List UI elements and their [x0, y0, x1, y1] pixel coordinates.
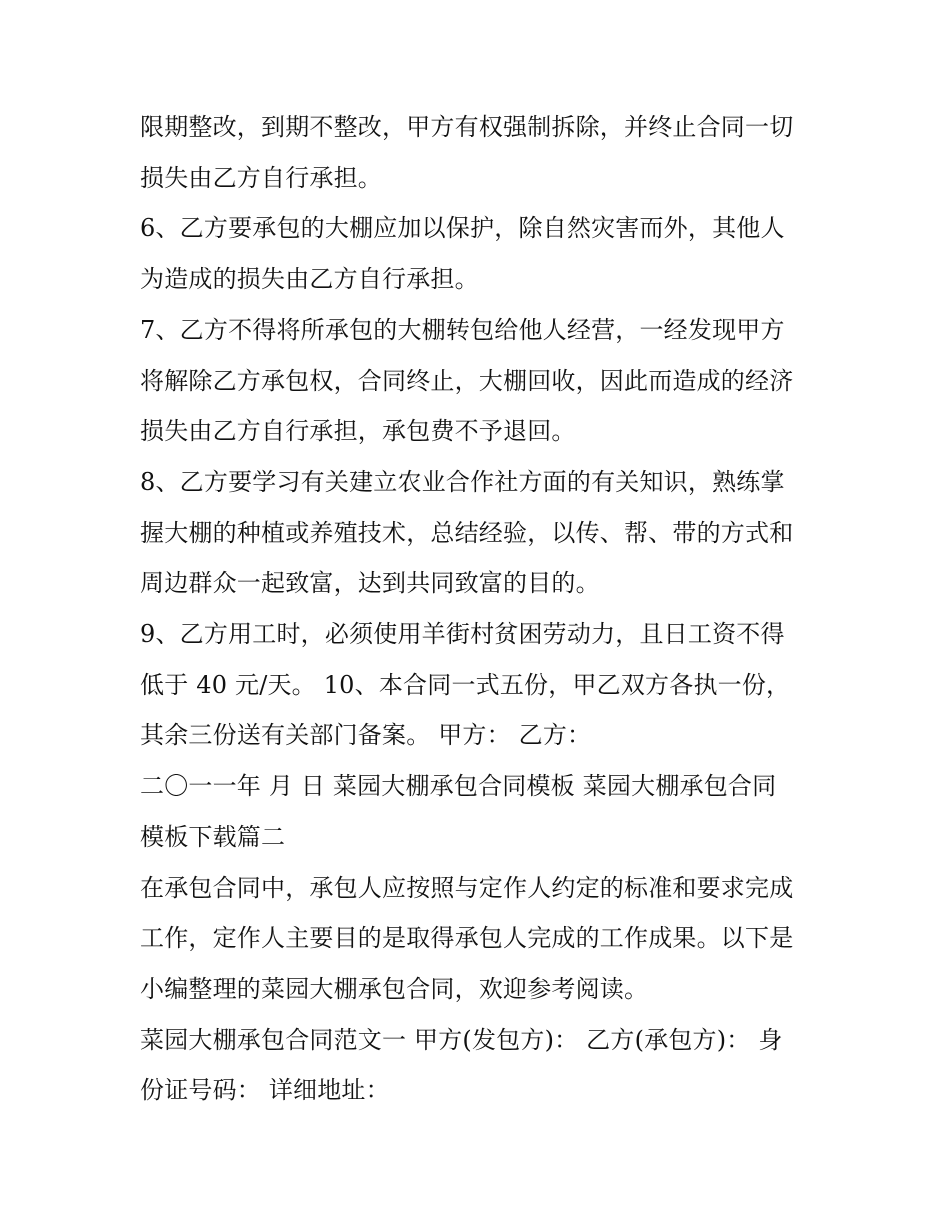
text-line: 7、乙方不得将所承包的大棚转包给他人经营，一经发现甲方 [140, 315, 785, 344]
text-line: 8、乙方要学习有关建立农业合作社方面的有关知识，熟练掌 [140, 467, 785, 496]
text-line: 周边群众一起致富，达到共同致富的目的。 [140, 569, 600, 598]
text-line: 损失由乙方自行承担。 [140, 163, 382, 192]
text-line: 限期整改，到期不整改，甲方有权强制拆除，并终止合同一切 [140, 113, 794, 141]
text-line: 工作，定作人主要目的是取得承包人完成的工作成果。以下是 [140, 924, 794, 953]
text-line: 握大棚的种植或养殖技术，总结经验，以传、帮、带的方式和 [140, 518, 794, 547]
text-line: 菜园大棚承包合同范文一 甲方(发包方)： 乙方(承包方)： 身 [140, 1025, 783, 1054]
text-line: 将解除乙方承包权，合同终止，大棚回收，因此而造成的经济 [140, 366, 794, 395]
text-line: 份证号码： 详细地址： [140, 1076, 390, 1105]
document-body [140, 102, 820, 1116]
text-line: 为造成的损失由乙方自行承担。 [140, 265, 479, 294]
text-line: 9、乙方用工时，必须使用羊街村贫困劳动力，且日工资不得 [140, 620, 785, 649]
text-line: 低于 40 元/天。 10、本合同一式五份，甲乙双方各执一份， [140, 670, 791, 699]
text-line: 其余三份送有关部门备案。 甲方： 乙方： [140, 721, 592, 750]
text-line: 小编整理的菜园大棚承包合同，欢迎参考阅读。 [140, 974, 649, 1003]
text-line: 二〇一一年 月 日 菜园大棚承包合同模板 菜园大棚承包合同 [140, 772, 777, 801]
text-line: 损失由乙方自行承担，承包费不予退回。 [140, 417, 576, 446]
text-line: 模板下载篇二 [140, 822, 286, 851]
text-line: 在承包合同中，承包人应按照与定作人约定的标准和要求完成 [140, 873, 794, 902]
text-line: 6、乙方要承包的大棚应加以保护，除自然灾害而外，其他人 [140, 214, 785, 243]
